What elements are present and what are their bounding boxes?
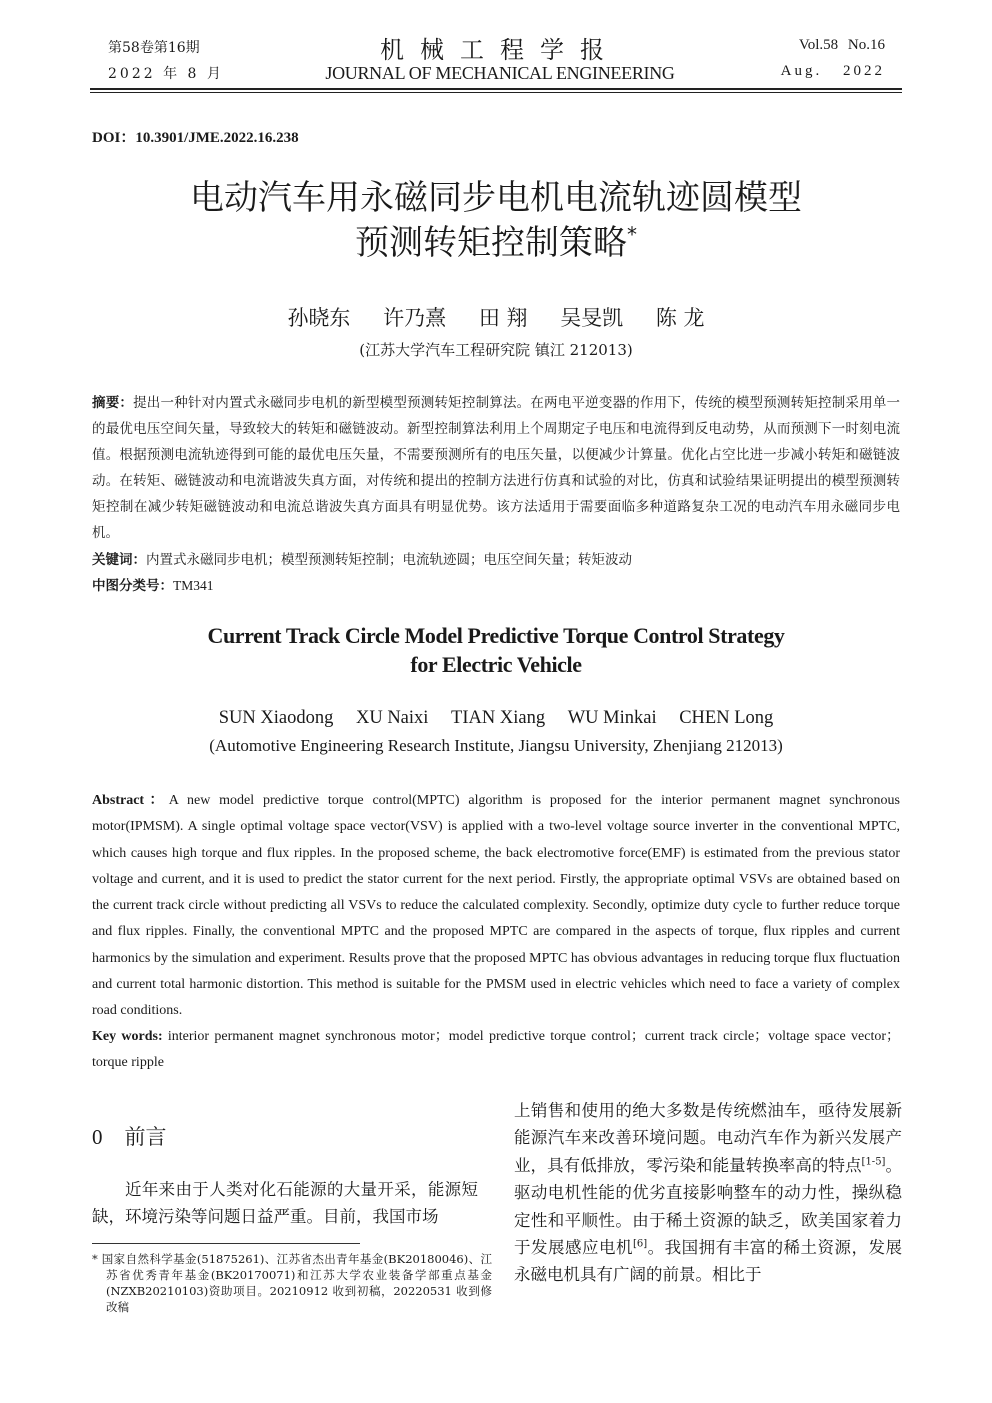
keywords-en-label: Key words: — [92, 1029, 163, 1044]
body-right-part2: 。驱动电机性能的优劣直接影响整车的动力性，操纵稳定性和平顺性。由于稀土资源的缺乏，欧美国家着力于发展感应电机 — [514, 1155, 903, 1258]
abstract-cn — [92, 390, 900, 546]
author-en: CHEN Long — [679, 708, 774, 728]
journal-name-en: JOURNAL OF MECHANICAL ENGINEERING — [325, 63, 675, 83]
body-right-part3: 。我国拥有丰富的稀土资源，发展永磁电机具有广阔的前景。相比于 — [514, 1238, 903, 1285]
section-title: 前言 — [124, 1125, 167, 1149]
classification-cn-label: 中图分类号： — [92, 578, 173, 594]
footnote: * 国家自然科学基金(51875261)、江苏省杰出青年基金(BK20180046)、江苏省优秀青年基金(BK20170071)和江苏大学农业装备学部重点基金(NZXB20210103)资助项目。20210912 收到初稿，20220531 收到修改稿 — [92, 1252, 492, 1314]
date-en: Aug. 2022 — [780, 63, 885, 79]
keywords-cn-label: 关键词： — [92, 552, 146, 568]
author-cn: 许乃熹 — [383, 306, 447, 330]
keywords-en — [92, 1024, 900, 1076]
abstract-cn-label: 摘要： — [92, 395, 134, 411]
citation-ref[interactable]: [1-5] — [861, 1156, 886, 1168]
abstract-cn-text: 提出一种针对内置式永磁同步电机的新型模型预测转矩控制算法。在两电平逆变器的作用下，传统的模型预测转矩控制采用单一的最优电压空间矢量，导致较大的转矩和磁链波动。新型控制算法利用上个周期定子电压和电流得到反电动势，从而预测下一时刻电流值。根据预测电流轨迹得到可能的最优电压矢量，不需要预测所有的电压矢量，以便减少计算量。优化占空比进一步减小转矩和磁链波动。在转矩、磁链波动和电流谐波失真方面，对传统和提出的控制方法进行仿真和试验的对比，仿真和试验结果证明提出的模型预测转矩控制在减少转矩磁链波动和电流总谐波失真方面具有明显优势。该方法适用于需要面临多种道路复杂工况的电动汽车用永磁同步电机。 — [92, 395, 901, 541]
classification-cn-text: TM341 — [173, 578, 214, 593]
doi: DOI：10.3901/JME.2022.16.238 — [92, 130, 299, 146]
date-cn: 2022 年 8 月 — [108, 66, 224, 82]
title-cn-line2 — [90, 221, 902, 265]
header-rule-thin — [90, 92, 902, 93]
author-cn: 陈 龙 — [655, 306, 705, 330]
author-cn: 田 翔 — [478, 306, 528, 330]
authors-cn — [90, 302, 902, 332]
title-en-line2: for Electric Vehicle — [410, 652, 582, 677]
authors-en — [90, 708, 902, 729]
classification-cn — [92, 574, 214, 594]
title-cn-line1: 电动汽车用永磁同步电机电流轨迹圆模型 — [190, 178, 802, 218]
journal-name-cn: 机械工程学报 — [380, 36, 620, 64]
body-paragraph-right — [514, 1097, 902, 1289]
title-footnote-mark: * — [627, 222, 637, 247]
volume-number-en: Vol.58 No.16 — [798, 37, 885, 53]
body-paragraph-left: 近年来由于人类对化石能源的大量开采，能源短缺，环境污染等问题日益严重。目前，我国市场 — [92, 1180, 478, 1226]
keywords-cn — [92, 548, 632, 568]
body-right-part1: 上销售和使用的绝大多数是传统燃油车，亟待发展新能源汽车来改善环境问题。电动汽车作为新兴发展产业，具有低排放，零污染和能量转换率高的特点 — [514, 1101, 902, 1175]
keywords-cn-text: 内置式永磁同步电机；模型预测转矩控制；电流轨迹圆；电压空间矢量；转矩波动 — [146, 552, 632, 568]
section-heading — [92, 1121, 167, 1151]
author-cn: 吴旻凯 — [560, 306, 624, 330]
affiliation-cn: (江苏大学汽车工程研究院 镇江 212013) — [359, 341, 633, 359]
author-cn: 孙晓东 — [287, 306, 351, 330]
author-en: SUN Xiaodong — [218, 708, 334, 728]
abstract-en — [92, 788, 900, 1025]
author-en: TIAN Xiang — [451, 708, 546, 728]
header-rule-thick — [90, 88, 902, 90]
footnote-rule — [92, 1243, 360, 1244]
author-en: XU Naixi — [355, 708, 429, 728]
keywords-en-text: interior permanent magnet synchronous motor；model predictive torque control；current track circle；voltage space vector；torque ripple — [92, 1029, 901, 1070]
abstract-en-label: Abstract： — [92, 793, 169, 808]
volume-issue-cn: 第58卷第16期 — [108, 40, 200, 56]
citation-ref[interactable]: [6] — [632, 1238, 648, 1250]
abstract-en-text: A new model predictive torque control(MPTC) algorithm is proposed for the interior permanent magnet synchronous motor(IPMSM). A single optimal voltage space vector(VSV) is applied with a two-level voltage source inverter in the conventional MPTC, which causes high torque and flux ripples. In the proposed scheme, the back electromotive force(EMF) is estimated from the previous stator voltage and current, and it is used to predict the stator current for the next period. Firstly, the appropriate optimal VSVs are obtained based on the current track circle without predicting all VSVs to reduce the calculated complexity. Secondly, optimize duty cycle to further reduce torque and flux ripples. Finally, the conventional MPTC and the proposed MPTC are compared in the aspects of torque, flux ripples and current harmonics by the simulation and experiment. Results prove that the proposed MPTC has obvious advantages in reducing torque flux fluctuation and current total harmonic distortion. This method is suitable for the PMSM used in electric vehicles which need to face a variety of complex road conditions. — [92, 793, 900, 1019]
author-en: WU Minkai — [567, 708, 657, 728]
section-number: 0 — [92, 1125, 103, 1149]
title-en-line1: Current Track Circle Model Predictive Torque Control Strategy — [207, 623, 785, 648]
title-cn-line2-text: 预测转矩控制策略 — [355, 223, 627, 263]
affiliation-en: (Automotive Engineering Research Institute, Jiangsu University, Zhenjiang 212013) — [209, 736, 783, 755]
